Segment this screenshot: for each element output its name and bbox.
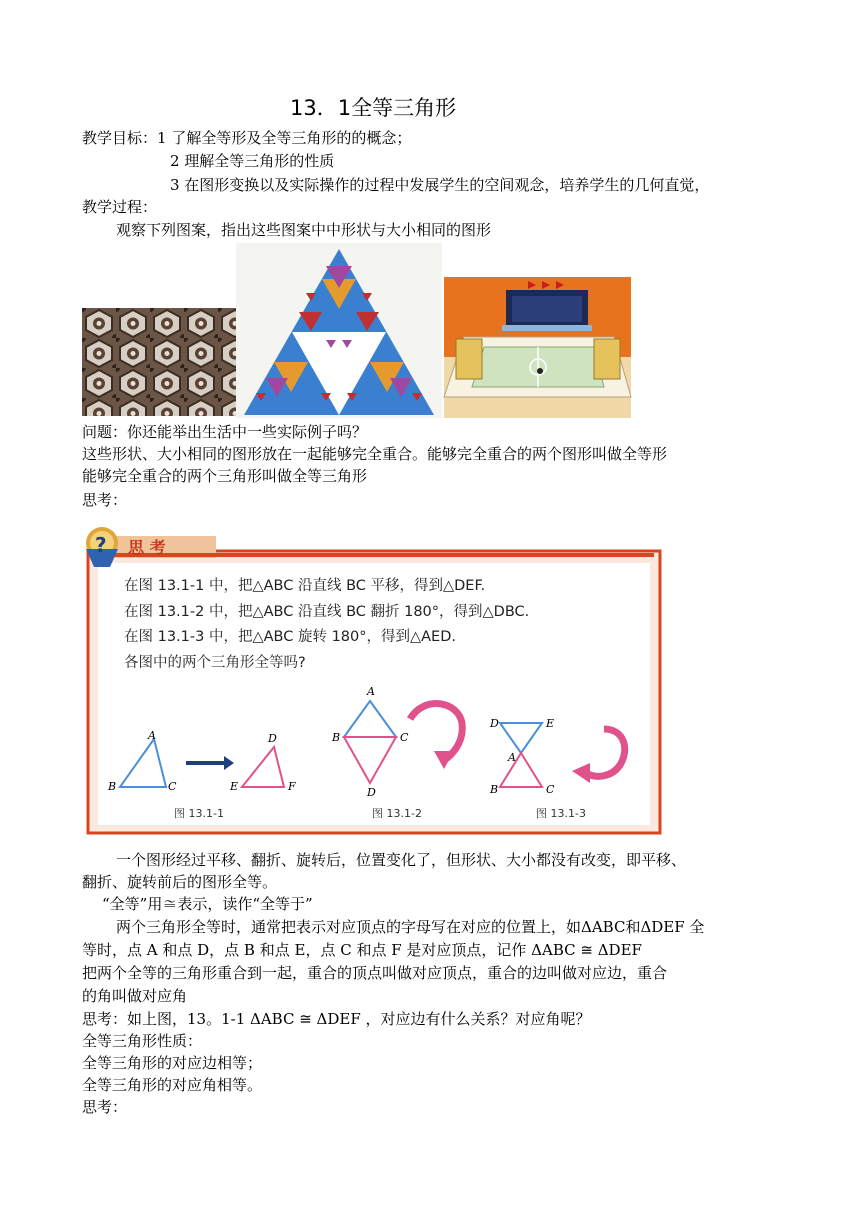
arrow-right-icon (186, 756, 234, 770)
svg-text:C: C (546, 783, 555, 796)
svg-text:F: F (288, 780, 296, 793)
property-2: 全等三角形的对应角相等。 (82, 1076, 263, 1094)
svg-text:B: B (108, 780, 117, 793)
observe-text: 观察下列图案，指出这些图案中中形状与大小相同的图形 (116, 221, 492, 239)
curved-arrow-icon (410, 704, 462, 759)
page-title: 13．1全等三角形 (290, 96, 457, 120)
think-line-1: 在图 13.1-1 中，把△ABC 沿直线 BC 平移，得到△DEF. (124, 578, 486, 594)
svg-text:D: D (367, 786, 376, 799)
rotate-arrow-icon (586, 729, 625, 776)
paragraph-3a: 两个三角形全等时，通常把表示对应顶点的字母写在对应的位置上，如ΔABC和ΔDEF 全 (116, 918, 705, 936)
triangle-abc-up (344, 701, 396, 737)
think-box-lines (124, 574, 529, 676)
figure-13-1-3 (492, 715, 652, 805)
caption-13-1-3: 图 13.1-3 (536, 807, 586, 820)
property-1: 全等三角形的对应边相等； (82, 1054, 263, 1072)
svg-text:D: D (490, 717, 499, 730)
paragraph-4b: 的角叫做对应角 (82, 987, 188, 1005)
paragraph-4a: 把两个全等的三角形重合到一起，重合的顶点叫做对应顶点，重合的边叫做对应边，重合 (82, 964, 668, 982)
paragraph-1b: 翻折、旋转前后的图形全等。 (82, 873, 278, 891)
svg-text:A: A (367, 685, 375, 698)
objective-item-1: 1 了解全等形及全等三角形的的概念； (157, 129, 412, 147)
svg-text:A: A (148, 729, 156, 742)
think-line-3: 在图 13.1-3 中，把△ABC 旋转 180°，得到△AED. (124, 629, 456, 645)
triangle-abc-rot (500, 753, 542, 787)
triangle-pattern-image (236, 243, 442, 418)
paragraph-5: 思考：如上图，13。1-1 ΔABC ≅ ΔDEF ，对应边有什么关系？对应角呢？ (82, 1010, 591, 1028)
figure-13-1-1 (106, 729, 306, 809)
svg-text:C: C (400, 731, 409, 744)
triangle-def (242, 747, 284, 787)
objective-item-3: 3 在图形变换以及实际操作的过程中发展学生的空间观念，培养学生的几何直觉， (170, 176, 710, 194)
svg-text:E: E (546, 717, 555, 730)
triangle-abc (120, 739, 166, 787)
think-line-4: 各图中的两个三角形全等吗? (124, 654, 306, 671)
caption-13-1-1: 图 13.1-1 (174, 807, 224, 820)
football-field-image (444, 277, 631, 418)
figure-13-1-2 (322, 681, 472, 801)
think-box-header: 思 考 (128, 538, 166, 557)
svg-text:B: B (332, 731, 341, 744)
definition-line-1: 这些形状、大小相同的图形放在一起能够完全重合。能够完全重合的两个图形叫做全等形 (82, 445, 668, 463)
objectives-label: 教学目标： (82, 129, 158, 147)
hexagon-pattern-image (82, 308, 236, 416)
triangle-dbc-down (344, 737, 396, 783)
objective-item-2: 2 理解全等三角形的性质 (170, 152, 335, 170)
process-label: 教学过程： (82, 198, 158, 216)
think-box (82, 519, 664, 835)
definition-line-2: 能够完全重合的两个三角形叫做全等三角形 (82, 467, 368, 485)
think-end-label: 思考： (82, 1098, 128, 1116)
think-line-2: 在图 13.1-2 中，把△ABC 沿直线 BC 翻折 180°，得到△DBC. (124, 603, 530, 620)
svg-text:C: C (168, 780, 177, 793)
objectives-line-1 (82, 128, 411, 148)
paragraph-1a: 一个图形经过平移、翻折、旋转后，位置变化了，但形状、大小都没有改变，即平移、 (116, 851, 687, 869)
svg-text:D: D (268, 732, 277, 745)
question-mark-icon: ? (95, 533, 107, 557)
think-label: 思考： (82, 491, 128, 509)
triangle-aed (500, 723, 542, 753)
svg-text:B: B (490, 783, 499, 796)
svg-text:E: E (230, 780, 239, 793)
caption-13-1-2: 图 13.1-2 (372, 807, 422, 820)
question-text: 问题：你还能举出生活中一些实际例子吗？ (82, 423, 368, 441)
svg-text:A: A (508, 751, 516, 764)
property-title: 全等三角形性质： (82, 1032, 203, 1050)
paragraph-2: “全等”用≅表示，读作“全等于” (102, 895, 313, 913)
paragraph-3b: 等时，点 A 和点 D，点 B 和点 E，点 C 和点 F 是对应顶点，记作 ΔABC ≅ ΔDEF (82, 941, 642, 959)
